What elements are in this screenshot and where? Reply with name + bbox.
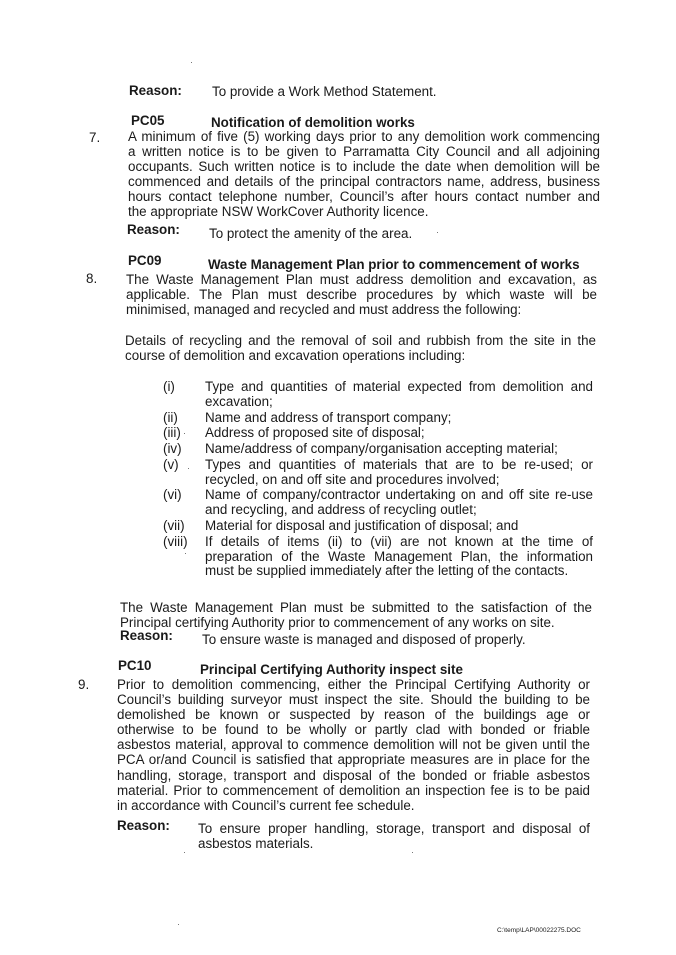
body-line: PCA or/and Council is satisfied that appropriate measures are in place for the [117, 752, 590, 768]
condition-number: 7. [89, 130, 101, 145]
condition-body [128, 129, 600, 220]
list-line: Material for disposal and justification of disposal; and [205, 518, 519, 533]
body-line: Details of recycling and the removal of soil and rubbish from the site in the [125, 333, 596, 348]
list-text [205, 411, 593, 426]
reason-label: Reason: [120, 628, 173, 643]
list-label: (vii) [163, 518, 185, 533]
list-label: (ii) [163, 410, 178, 425]
list-label: (iv) [163, 441, 182, 456]
reason-line: To ensure proper handling, storage, transport and disposal of [198, 821, 590, 836]
condition-code: PC09 [128, 253, 162, 268]
condition-code: PC10 [118, 658, 152, 673]
body-line: in accordance with Council’s current fee schedule. [117, 797, 415, 813]
condition-number: 8. [86, 271, 98, 286]
body-line: course of demolition and excavation operations including: [125, 348, 466, 364]
condition-title: Notification of demolition works [211, 115, 415, 130]
list-line: preparation of the Waste Management Plan, the information [205, 548, 593, 564]
reason-label: Reason: [117, 818, 170, 833]
list-line: Name of company/contractor undertaking on and off site re-use [205, 487, 593, 502]
list-line: and recycling, and address of recycling outlet; [205, 501, 477, 517]
scan-speck [184, 433, 185, 434]
reason-line: asbestos materials. [198, 836, 314, 852]
body-line: material. Prior to commencement of demolition an inspection fee is to be paid [117, 782, 590, 798]
body-line: occupants. Such written notice is to include the date when demolition will be [128, 159, 600, 175]
list-line: must be supplied immediately after the letting of the contacts. [205, 563, 569, 579]
condition-body [117, 677, 590, 813]
condition-intro [126, 272, 597, 317]
body-line: minimised, managed and recycled and must address the following: [126, 302, 522, 318]
condition-title: Waste Management Plan prior to commencement of works [208, 257, 580, 272]
details-paragraph [125, 333, 596, 363]
list-line: Types and quantities of materials that are to be re-used; or [205, 457, 593, 472]
list-line: Name/address of company/organisation accepting material; [205, 441, 558, 456]
footer-file-path: C:\temp\LAP\00022275.DOC [497, 927, 581, 934]
reason-text: To protect the amenity of the area. [209, 226, 413, 241]
reason-label: Reason: [127, 222, 180, 237]
scan-speck [184, 852, 185, 853]
body-line: hours contact telephone number, Council’s after hours contact number and [128, 189, 600, 205]
list-label: (iii) [163, 425, 181, 440]
body-line: a written notice is to be given to Parramatta City Council and all adjoining [128, 144, 600, 160]
list-text [205, 519, 593, 534]
list-label: (viii) [163, 534, 188, 549]
scan-speck [188, 468, 189, 469]
reason-text: To ensure waste is managed and disposed of properly. [202, 632, 526, 647]
body-line: the appropriate NSW WorkCover Authority licence. [128, 204, 429, 220]
list-text [205, 535, 593, 579]
list-label: (i) [163, 379, 175, 394]
closing-paragraph [120, 600, 592, 630]
body-line: Prior to demolition commencing, either the Principal Certifying Authority or [117, 677, 590, 692]
scan-speck [191, 62, 192, 63]
body-line: commenced and details of the principal contractors name, address, business [128, 174, 600, 190]
condition-code: PC05 [131, 113, 165, 128]
body-line: A minimum of five (5) working days prior to any demolition work commencing [128, 129, 600, 144]
list-text [205, 442, 593, 457]
body-line: applicable. The Plan must describe procedures by which waste will be [126, 287, 597, 303]
list-line: excavation; [205, 393, 273, 409]
condition-title: Principal Certifying Authority inspect site [200, 662, 463, 677]
condition-number: 9. [78, 677, 90, 692]
list-text [205, 458, 593, 487]
reason-text: To provide a Work Method Statement. [212, 84, 437, 99]
body-line: demolished be known or suspected by reason of the buildings age or [117, 707, 590, 723]
scan-speck [437, 232, 438, 233]
list-line: Type and quantities of material expected from demolition and [205, 379, 593, 394]
list-label: (v) [163, 457, 179, 472]
scan-speck [178, 924, 179, 925]
list-line: If details of items (ii) to (vii) are not known at the time of [205, 534, 593, 549]
list-line: Address of proposed site of disposal; [205, 425, 425, 440]
reason-text [198, 821, 590, 851]
body-line: The Waste Management Plan must address demolition and excavation, as [126, 272, 597, 287]
body-line: otherwise to be found to be wholly or partly clad with bonded or friable [117, 722, 590, 738]
list-label: (vi) [163, 487, 182, 502]
body-line: asbestos material, approval to commence demolition will not be given until the [117, 737, 590, 753]
body-line: The Waste Management Plan must be submitted to the satisfaction of the [120, 600, 592, 615]
body-line: Council’s building surveyor must inspect the site. Should the building to be [117, 692, 590, 708]
body-line: handling, storage, transport and disposal of the bonded or friable asbestos [117, 767, 590, 783]
list-text [205, 380, 593, 409]
list-line: recycled, on and off site and procedures involved; [205, 471, 500, 487]
scan-speck [185, 553, 186, 554]
list-text [205, 426, 593, 441]
body-line: Principal certifying Authority prior to commencement of any works on site. [120, 615, 555, 631]
list-text [205, 488, 593, 517]
scan-speck [412, 852, 413, 853]
reason-label: Reason: [129, 83, 182, 98]
list-line: Name and address of transport company; [205, 410, 452, 425]
